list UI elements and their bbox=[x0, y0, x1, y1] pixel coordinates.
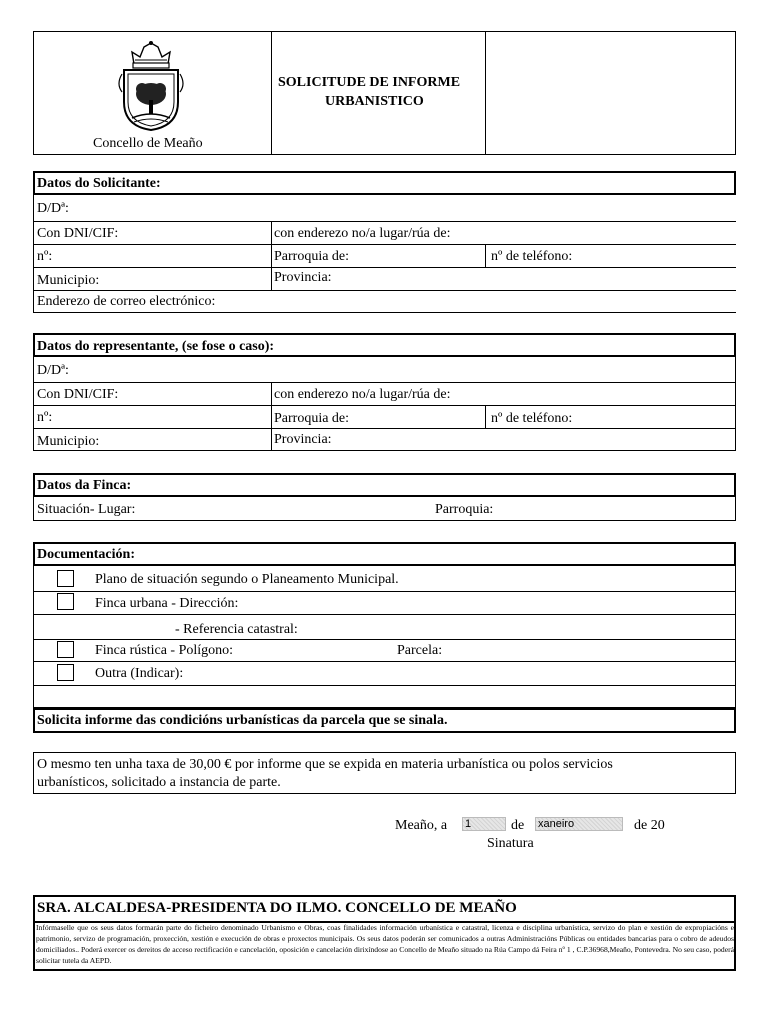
property-heading: Datos da Finca: bbox=[37, 478, 132, 493]
form-title-line-2: URBANISTICO bbox=[325, 94, 424, 109]
applicant-col-divider bbox=[271, 221, 272, 290]
applicant-email-label[interactable]: Enderezo de correo electrónico: bbox=[37, 294, 216, 309]
representative-row-divider bbox=[33, 428, 736, 429]
applicant-name-label[interactable]: D/Dª: bbox=[37, 201, 69, 216]
representative-dni-label[interactable]: Con DNI/CIF: bbox=[37, 387, 119, 402]
month-field[interactable]: xaneiro bbox=[535, 817, 623, 831]
representative-province-label[interactable]: Provincia: bbox=[274, 432, 332, 447]
applicant-province-label[interactable]: Provincia: bbox=[274, 270, 332, 285]
property-heading-box bbox=[33, 473, 736, 497]
documentation-row-divider bbox=[33, 639, 736, 640]
fee-text-line-1: O mesmo ten unha taxa de 30,00 € por informe que se expida en materia urbanística ou polos servicios bbox=[37, 757, 613, 772]
header-divider-1 bbox=[271, 31, 272, 155]
parcel-label[interactable]: Parcela: bbox=[397, 643, 443, 658]
property-location-label[interactable]: Situación- Lugar: bbox=[37, 502, 136, 517]
header-divider-2 bbox=[485, 31, 486, 155]
representative-parish-label[interactable]: Parroquia de: bbox=[274, 411, 350, 426]
fee-text-line-2: urbanísticos, solicitado a instancia de parte. bbox=[37, 775, 281, 790]
applicant-row-divider bbox=[33, 267, 736, 268]
applicant-dni-label[interactable]: Con DNI/CIF: bbox=[37, 226, 119, 241]
addressee: SRA. ALCALDESA-PRESIDENTA DO ILMO. CONCELLO DE MEAÑO bbox=[37, 900, 517, 916]
documentation-row-divider bbox=[33, 614, 736, 615]
other-checkbox[interactable] bbox=[57, 664, 74, 681]
representative-body-box bbox=[33, 357, 736, 451]
representative-col-divider bbox=[485, 405, 486, 428]
documentation-row-divider bbox=[33, 661, 736, 662]
applicant-row-divider bbox=[33, 221, 736, 222]
rustic-property-label: Finca rústica - Polígono: bbox=[95, 643, 234, 658]
coat-of-arms-icon bbox=[112, 40, 190, 132]
applicant-municipality-label[interactable]: Municipio: bbox=[37, 273, 100, 288]
representative-heading: Datos do representante, (se fose o caso): bbox=[37, 339, 275, 354]
property-body-box bbox=[33, 497, 736, 521]
representative-municipality-label[interactable]: Municipio: bbox=[37, 434, 100, 449]
applicant-address-label[interactable]: con enderezo no/a lugar/rúa de: bbox=[274, 226, 451, 241]
representative-name-label[interactable]: D/Dª: bbox=[37, 363, 69, 378]
urban-property-label: Finca urbana - Dirección: bbox=[95, 596, 239, 611]
documentation-row-divider bbox=[33, 591, 736, 592]
request-text: Solicita informe das condicións urbanísticas da parcela que se sinala. bbox=[37, 713, 448, 728]
applicant-number-label[interactable]: nº: bbox=[37, 249, 53, 264]
applicant-parish-label[interactable]: Parroquia de: bbox=[274, 249, 350, 264]
other-label: Outra (Indicar): bbox=[95, 666, 184, 681]
signature-year: de 20 bbox=[634, 818, 665, 833]
plan-checkbox[interactable] bbox=[57, 570, 74, 587]
applicant-bottom-border bbox=[33, 312, 736, 313]
representative-address-label[interactable]: con enderezo no/a lugar/rúa de: bbox=[274, 387, 451, 402]
applicant-left-border bbox=[33, 195, 34, 313]
representative-row-divider bbox=[33, 382, 736, 383]
signature-place: Meaño, a bbox=[395, 818, 448, 833]
documentation-heading-box bbox=[33, 542, 736, 566]
day-field[interactable]: 1 bbox=[462, 817, 506, 831]
representative-row-divider bbox=[33, 405, 736, 406]
municipality-name: Concello de Meaño bbox=[93, 136, 203, 151]
signature-de: de bbox=[511, 818, 525, 833]
applicant-row-divider bbox=[33, 244, 736, 245]
cadastral-reference-label[interactable]: - Referencia catastral: bbox=[175, 622, 298, 637]
rustic-property-checkbox[interactable] bbox=[57, 641, 74, 658]
applicant-phone-label[interactable]: nº de teléfono: bbox=[491, 249, 573, 264]
plan-label: Plano de situación segundo o Planeamento Municipal. bbox=[95, 572, 399, 587]
documentation-row-divider bbox=[33, 685, 736, 686]
applicant-col-divider bbox=[485, 244, 486, 267]
representative-phone-label[interactable]: nº de teléfono: bbox=[491, 411, 573, 426]
representative-number-label[interactable]: nº: bbox=[37, 410, 53, 425]
urban-property-checkbox[interactable] bbox=[57, 593, 74, 610]
privacy-notice: Infórmaselle que os seus datos formarán parte do ficheiro denominado Urbanismo e Obras, coas finalidades información urbanística e catastral, licenza e disciplina urbanística, servizo do plan e xestión de expropiacións e patrimonio, servizo de programación, proxección, xestión e execución de obras e proxectos municipais. Os seus datos poderán ser comunicados a outras Administracións Públicas ou entidades bancarias para o cobro de adeudos domiciliados.. Poderá exercer os dereitos de acceso rectificación e cancelación, oposición e cancelación dirixíndose ao Concello de Meaño situado na Rúa Campo dá Feira nº 1 , C.P.36968,Meaño, Pontevedra. No seu caso, poderá solicitar tutela da AEPD. bbox=[36, 923, 734, 965]
applicant-heading: Datos do Solicitante: bbox=[37, 176, 161, 191]
form-title-line-1: SOLICITUDE DE INFORME bbox=[278, 75, 461, 90]
applicant-row-divider bbox=[33, 290, 736, 291]
representative-col-divider bbox=[271, 382, 272, 451]
signature-label: Sinatura bbox=[487, 836, 534, 851]
property-parish-label[interactable]: Parroquia: bbox=[435, 502, 494, 517]
documentation-heading: Documentación: bbox=[37, 547, 135, 562]
